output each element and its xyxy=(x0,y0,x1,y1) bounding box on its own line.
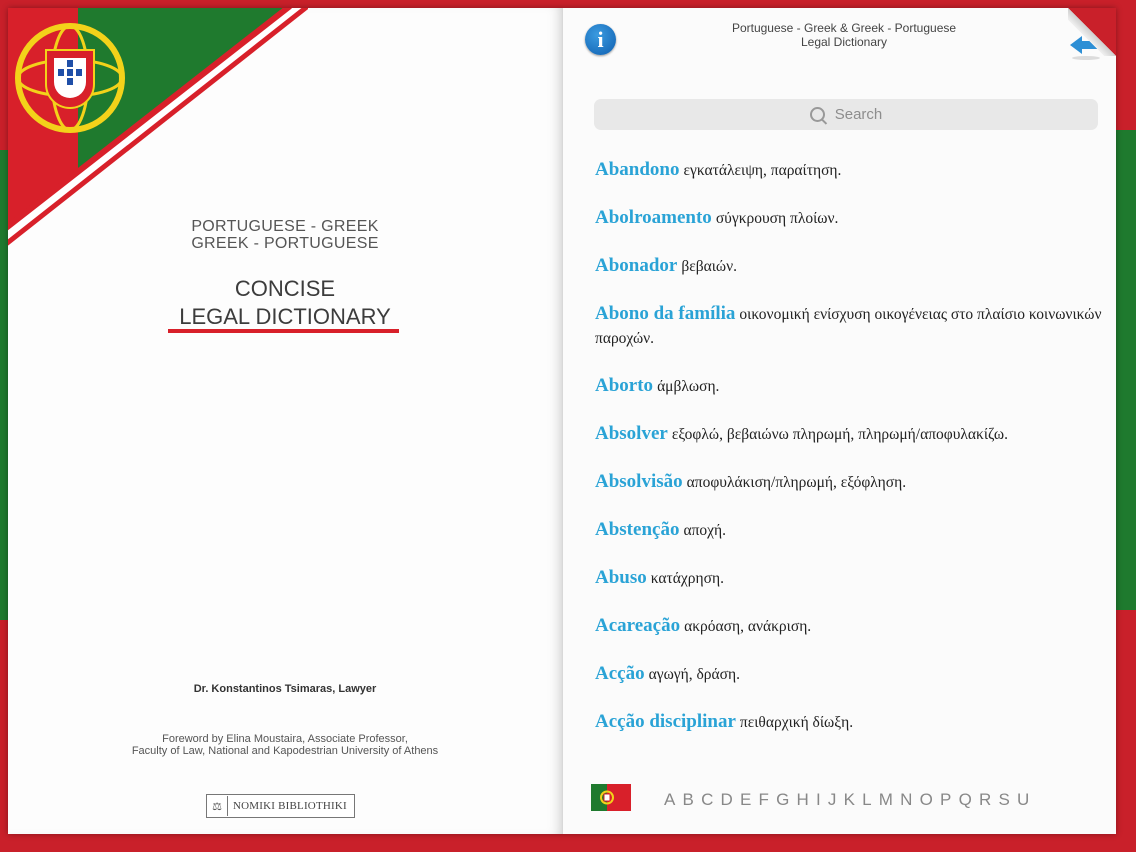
dictionary-entry[interactable] xyxy=(595,422,1105,447)
entry-term[interactable]: Acareação xyxy=(595,615,681,636)
publisher-logo xyxy=(206,794,355,818)
alphabet-letter[interactable]: J xyxy=(827,790,837,809)
header-title-line2: Legal Dictionary xyxy=(800,35,888,49)
entry-term[interactable]: Absolver xyxy=(595,423,668,444)
entry-definition: αποφυλάκιση/πληρωμή, εξόφληση. xyxy=(686,474,907,491)
dictionary-entry[interactable] xyxy=(595,254,1105,279)
page-curl[interactable] xyxy=(1068,8,1116,56)
entry-term[interactable]: Abuso xyxy=(595,567,647,588)
entry-term[interactable]: Aborto xyxy=(595,375,654,396)
search-input[interactable] xyxy=(594,99,1098,130)
cover-foreword-line2: Faculty of Law, National and Kapodestrian University of Athens xyxy=(131,745,439,757)
alphabet-letter[interactable]: L xyxy=(862,790,872,809)
portugal-flag-icon[interactable] xyxy=(591,784,631,811)
entry-definition: οικονομική ενίσχυση οικογένειας στο πλαίσιο κοινωνικών παροχών. xyxy=(595,306,1102,347)
cover-title-line2: LEGAL DICTIONARY xyxy=(179,304,391,329)
entry-definition: πειθαρχική δίωξη. xyxy=(739,714,854,731)
alphabet-letter[interactable]: C xyxy=(701,790,714,809)
cover-author: Dr. Konstantinos Tsimaras, Lawyer xyxy=(193,683,377,695)
dictionary-entry[interactable] xyxy=(595,158,1105,183)
entry-term[interactable]: Abolroamento xyxy=(595,207,712,228)
alphabet-letter[interactable]: N xyxy=(900,790,913,809)
alphabet-letter[interactable]: S xyxy=(998,790,1010,809)
header-title-line1: Portuguese - Greek & Greek - Portuguese xyxy=(731,21,957,35)
dictionary-entry[interactable] xyxy=(595,614,1105,639)
alphabet-index xyxy=(664,790,1036,810)
alphabet-letter[interactable]: G xyxy=(776,790,790,809)
publisher-name: NOMIKI BIBLIOTHIKI xyxy=(233,800,347,812)
dictionary-entry[interactable] xyxy=(595,206,1105,231)
entry-term[interactable]: Abandono xyxy=(595,159,680,180)
cover-page xyxy=(8,8,563,834)
entry-list[interactable] xyxy=(595,158,1105,758)
alphabet-letter[interactable]: K xyxy=(843,790,855,809)
alphabet-letter[interactable]: O xyxy=(919,790,933,809)
alphabet-letter[interactable]: P xyxy=(940,790,952,809)
alphabet-letter[interactable]: I xyxy=(816,790,821,809)
alphabet-letter[interactable]: M xyxy=(878,790,893,809)
title-underline xyxy=(168,329,399,333)
entry-term[interactable]: Abonador xyxy=(595,255,678,276)
alphabet-letter[interactable]: B xyxy=(682,790,694,809)
alphabet-letter[interactable]: D xyxy=(720,790,733,809)
entry-definition: ακρόαση, ανάκριση. xyxy=(684,618,812,635)
alphabet-letter[interactable]: F xyxy=(758,790,769,809)
dictionary-page xyxy=(564,8,1116,834)
cover-languages-line1: PORTUGUESE - GREEK xyxy=(191,218,379,235)
entry-term[interactable]: Absolvisão xyxy=(595,471,683,492)
publisher-emblem-icon: ⚖ xyxy=(207,796,228,816)
dictionary-book xyxy=(8,8,1116,834)
entry-definition: άμβλωση. xyxy=(657,378,720,395)
portugal-flag-corner xyxy=(8,8,308,248)
alphabet-letter[interactable]: A xyxy=(664,790,676,809)
alphabet-letter[interactable]: R xyxy=(979,790,992,809)
entry-term[interactable]: Acção xyxy=(595,663,645,684)
cover-title-line1: CONCISE xyxy=(234,276,336,301)
entry-term[interactable]: Acção disciplinar xyxy=(595,711,736,732)
dictionary-entry[interactable] xyxy=(595,470,1105,495)
dictionary-entry[interactable] xyxy=(595,566,1105,591)
entry-definition: εγκατάλειψη, παραίτηση. xyxy=(683,162,842,179)
dictionary-entry[interactable] xyxy=(595,662,1105,687)
dictionary-entry[interactable] xyxy=(595,710,1105,735)
entry-definition: εξοφλώ, βεβαιώνω πληρωμή, πληρωμή/αποφυλακίζω. xyxy=(671,426,1008,443)
entry-term[interactable]: Abono da família xyxy=(595,303,736,324)
cover-foreword-line1: Foreword by Elina Moustaira, Associate Professor, xyxy=(162,733,408,745)
alphabet-letter[interactable]: E xyxy=(740,790,752,809)
alphabet-letter[interactable]: U xyxy=(1017,790,1030,809)
search-placeholder: Search xyxy=(834,106,883,123)
alphabet-letter[interactable]: Q xyxy=(958,790,972,809)
alphabet-letter[interactable]: H xyxy=(796,790,809,809)
info-button[interactable]: i xyxy=(585,24,616,55)
dictionary-entry[interactable] xyxy=(595,374,1105,399)
cover-languages-line2: GREEK - PORTUGUESE xyxy=(191,235,379,252)
entry-definition: βεβαιών. xyxy=(681,258,738,275)
background-stripe-right xyxy=(1114,130,1136,610)
dictionary-entry[interactable] xyxy=(595,302,1105,351)
entry-definition: αποχή. xyxy=(683,522,727,539)
entry-definition: κατάχρηση. xyxy=(650,570,724,587)
header-title xyxy=(684,21,1004,49)
search-icon xyxy=(810,107,825,122)
entry-term[interactable]: Abstenção xyxy=(595,519,680,540)
entry-definition: σύγκρουση πλοίων. xyxy=(715,210,839,227)
dictionary-entry[interactable] xyxy=(595,518,1105,543)
entry-definition: αγωγή, δράση. xyxy=(648,666,740,683)
